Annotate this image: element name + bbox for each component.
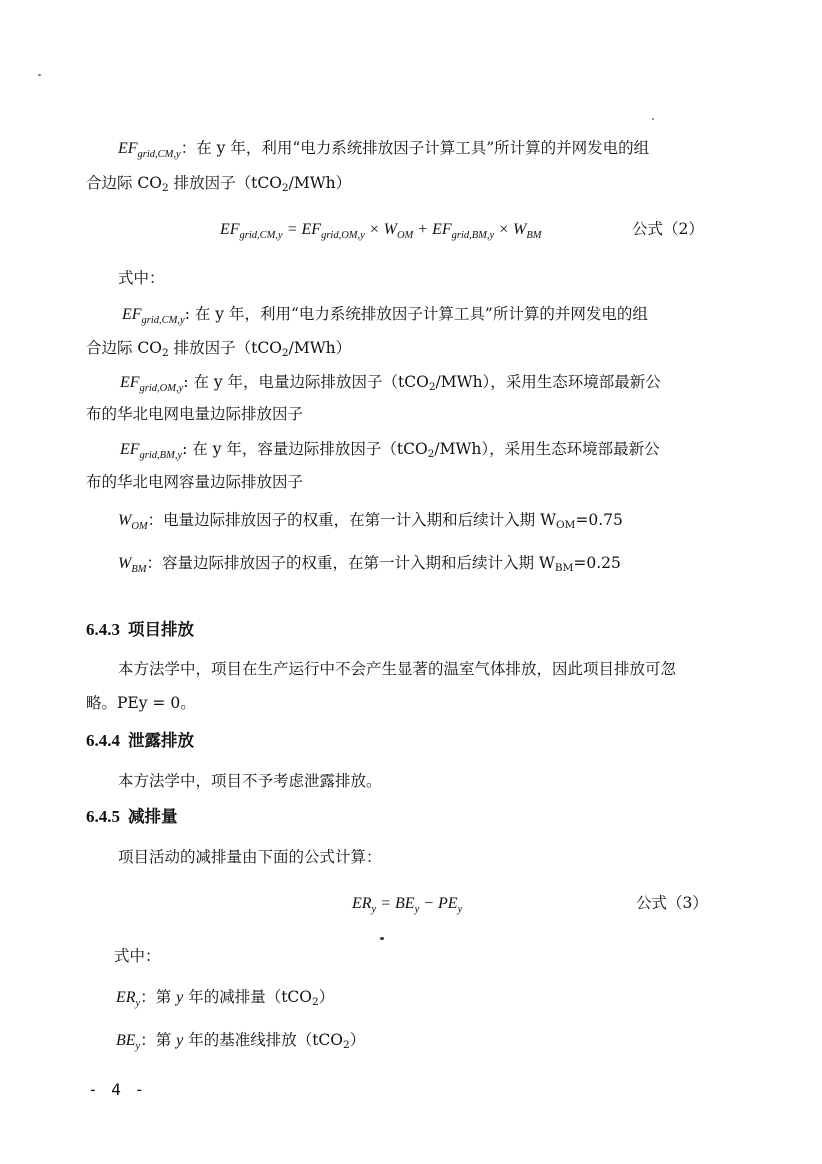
section-6-4-3-paragraph: 本方法学中，项目在生产运行中不会产生显著的温室气体排放，因此项目排放可忽 bbox=[118, 660, 677, 678]
section-6-4-3-paragraph-cont: 略。PEy = 0。 bbox=[86, 694, 196, 712]
where-label-2: 式中： bbox=[114, 947, 161, 965]
definition-ef-grid-om: $EF_{grid,OM,y}$: 在 y 年，电量边际排放因子（tCO2/MWh），采用生态环境部最新公 bbox=[120, 373, 661, 394]
section-heading-6-4-3: 6.4.3 项目排放 bbox=[86, 620, 194, 639]
definition-ef-grid-bm: $EF_{grid,BM,y}$: 在 y 年，容量边际排放因子（tCO2/MWh），采用生态环境部最新公 bbox=[120, 440, 660, 461]
variable: $EF_{grid,CM,y}$ bbox=[118, 140, 181, 160]
definition-ef-grid-bm-cont: 布的华北电网容量边际排放因子 bbox=[86, 473, 304, 491]
formula-3: $ER_y = BE_y - PE_y$ bbox=[352, 895, 463, 915]
formula-3-label: 公式（3） bbox=[636, 894, 708, 912]
formula-2-label: 公式（2） bbox=[632, 220, 704, 238]
scan-speck bbox=[380, 937, 384, 940]
definition-w-om: $W_{OM}$：电量边际排放因子的权重，在第一计入期和后续计入期 WOM=0.75 bbox=[118, 511, 623, 532]
where-label: 式中： bbox=[118, 269, 165, 287]
definition-ef-grid-cm-top-cont: 合边际 CO2 排放因子（tCO2/MWh） bbox=[86, 174, 352, 194]
scan-speck bbox=[652, 118, 654, 120]
section-6-4-5-paragraph: 项目活动的减排量由下面的公式计算： bbox=[118, 848, 382, 866]
section-6-4-4-paragraph: 本方法学中，项目不予考虑泄露排放。 bbox=[118, 772, 382, 790]
definition-ef-grid-om-cont: 布的华北电网电量边际排放因子 bbox=[86, 405, 304, 423]
definition-be-y: $BE_y$：第 y 年的基准线排放（tCO2） bbox=[116, 1031, 366, 1052]
scan-speck bbox=[38, 74, 41, 76]
definition-w-bm: $W_{BM}$：容量边际排放因子的权重，在第一计入期和后续计入期 WBM=0.25 bbox=[118, 554, 621, 575]
page-number: - 4 - bbox=[88, 1080, 147, 1099]
definition-ef-grid-cm: $EF_{grid,CM,y}$: 在 y 年，利用“电力系统排放因子计算工具”所计算的并网发电的组 bbox=[122, 305, 648, 326]
definition-ef-grid-cm-top: $EF_{grid,CM,y}$：在 y 年，利用“电力系统排放因子计算工具”所计算的并网发电的组 bbox=[118, 139, 650, 160]
definition-er-y: $ER_y$：第 y 年的减排量（tCO2） bbox=[116, 988, 335, 1009]
formula-2: $EF_{grid,CM,y} = EF_{grid,OM,y} \times W_{OM} + EF_{grid,BM,y} \times W_{BM}$ bbox=[220, 221, 542, 241]
section-heading-6-4-4: 6.4.4 泄露排放 bbox=[86, 731, 194, 750]
section-heading-6-4-5: 6.4.5 减排量 bbox=[86, 807, 178, 826]
definition-ef-grid-cm-cont: 合边际 CO2 排放因子（tCO2/MWh） bbox=[86, 339, 352, 359]
